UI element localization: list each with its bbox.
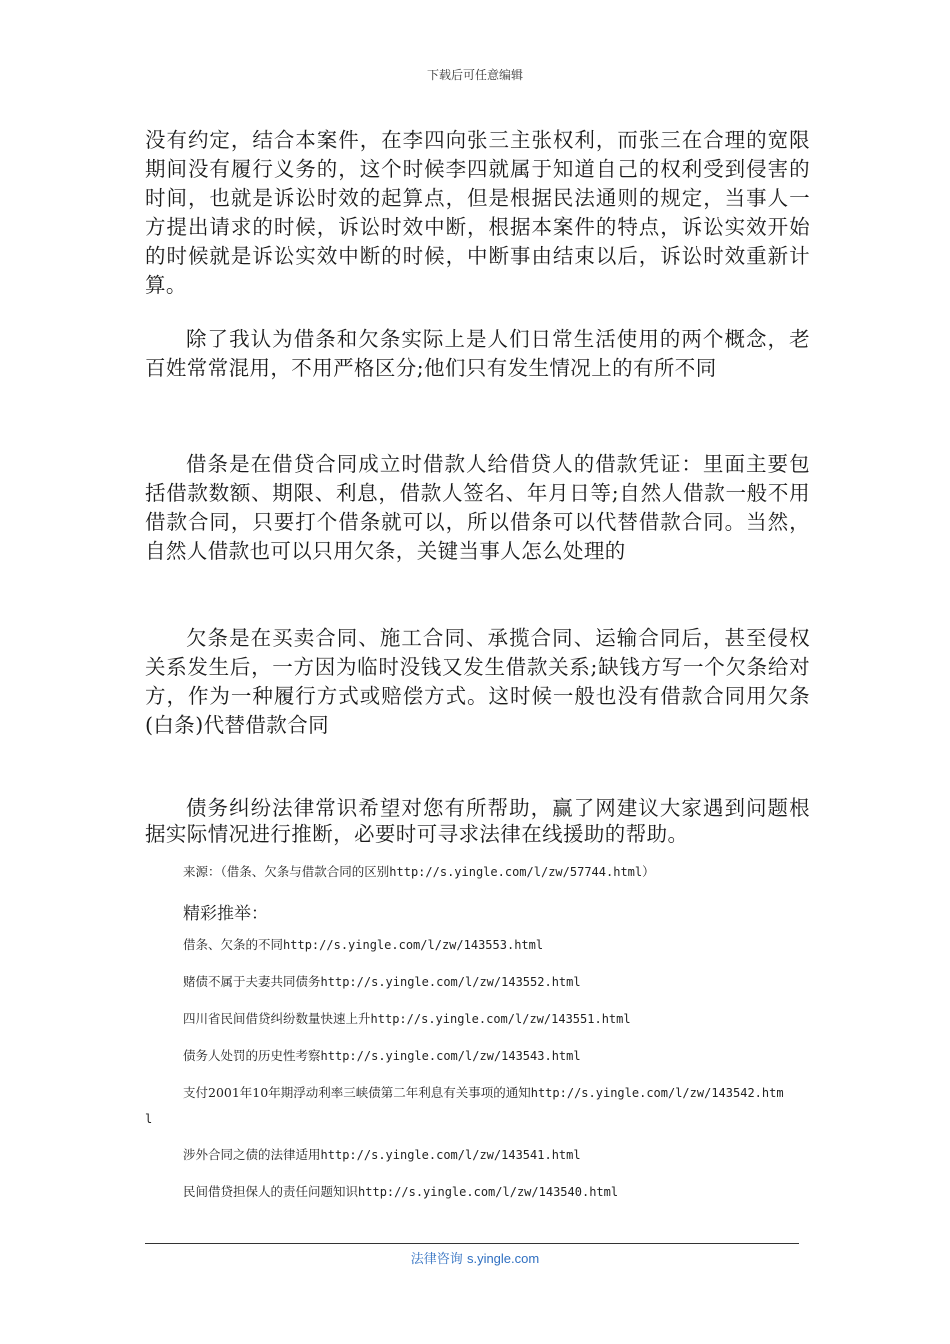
- body-text: 借条是在借贷合同成立时借款人给借贷人的借款凭证：里面主要包括借款数额、期限、利息，借款人签名、年月日等;自然人借款一般不用借款合同，只要打个借条就可以，所以借条可以代替借款合同。当然，自然人借款也可以只用欠条，关键当事人怎么处理的: [145, 452, 810, 563]
- body-text: 债务纠纷法律常识希望对您有所帮助，赢了网建议大家遇到问题根据实际情况进行推断，必要时可寻求法律在线援助的帮助。: [145, 796, 810, 846]
- footer-label: 法律咨询: [410, 1252, 463, 1267]
- page-header: 下载后可任意编辑: [426, 68, 523, 82]
- paragraph-1: [145, 126, 810, 300]
- recommend-item-url[interactable]: http://s.yingle.com/l/zw/143542.html: [145, 1086, 784, 1126]
- recommend-item-title: 债务人处罚的历史性考察: [183, 1048, 321, 1063]
- recommend-item[interactable]: [183, 1046, 581, 1064]
- recommend-item[interactable]: [183, 1182, 618, 1200]
- footer-divider: [145, 1243, 799, 1244]
- body-text: 欠条是在买卖合同、施工合同、承揽合同、运输合同后，甚至侵权关系发生后，一方因为临时没钱又发生借款关系;缺钱方写一个欠条给对方，作为一种履行方式或赔偿方式。这时候一般也没有借款合同用欠条(白条)代替借款合同: [145, 626, 810, 737]
- recommend-item-url[interactable]: http://s.yingle.com/l/zw/143540.html: [358, 1185, 619, 1199]
- page-footer[interactable]: [0, 1248, 950, 1267]
- paragraph-3: [145, 450, 810, 566]
- recommend-item-url[interactable]: http://s.yingle.com/l/zw/143552.html: [320, 975, 581, 989]
- recommend-item[interactable]: [183, 935, 543, 953]
- source-line: [183, 862, 655, 880]
- recommend-item-title: 借条、欠条的不同: [183, 937, 284, 952]
- footer-site-link[interactable]: s.yingle.com: [466, 1251, 540, 1266]
- recommend-item-title: 涉外合同之债的法律适用: [183, 1147, 321, 1162]
- source-prefix: 来源：（借条、欠条与借款合同的区别: [183, 864, 390, 879]
- recommend-item[interactable]: [145, 1080, 785, 1132]
- recommend-item-title: 赌债不属于夫妻共同债务: [183, 974, 321, 989]
- recommend-item-url[interactable]: http://s.yingle.com/l/zw/143541.html: [320, 1148, 581, 1162]
- body-text: 没有约定，结合本案件，在李四向张三主张权利，而张三在合理的宽限期间没有履行义务的，这个时候李四就属于知道自己的权利受到侵害的时间，也就是诉讼时效的起算点，但是根据民法通则的规定，当事人一方提出请求的时候，诉讼时效中断，根据本案件的特点，诉讼实效开始的时候就是诉讼实效中断的时候，中断事由结束以后，诉讼时效重新计算。: [145, 128, 810, 297]
- recommend-item[interactable]: [183, 1009, 631, 1027]
- source-suffix: ）: [642, 864, 655, 879]
- source-link[interactable]: http://s.yingle.com/l/zw/57744.html: [389, 865, 643, 879]
- body-text: 除了我认为借条和欠条实际上是人们日常生活使用的两个概念，老百姓常常混用，不用严格区分;他们只有发生情况上的有所不同: [145, 327, 810, 380]
- recommend-item-title: 民间借贷担保人的责任问题知识: [183, 1184, 359, 1199]
- recommend-item-url[interactable]: http://s.yingle.com/l/zw/143553.html: [283, 938, 544, 952]
- paragraph-5: [145, 795, 810, 847]
- paragraph-4: [145, 624, 810, 740]
- recommend-item-url[interactable]: http://s.yingle.com/l/zw/143551.html: [370, 1012, 631, 1026]
- recommend-item[interactable]: [183, 1145, 581, 1163]
- recommend-item-title: 四川省民间借贷纠纷数量快速上升: [183, 1011, 371, 1026]
- paragraph-2: [145, 325, 810, 383]
- recommend-item[interactable]: [183, 972, 581, 990]
- recommend-title: 精彩推举：: [183, 904, 268, 924]
- recommend-item-title: 支付2001年10年期浮动利率三峡债第二年利息有关事项的通知: [183, 1085, 531, 1100]
- recommend-item-url[interactable]: http://s.yingle.com/l/zw/143543.html: [320, 1049, 581, 1063]
